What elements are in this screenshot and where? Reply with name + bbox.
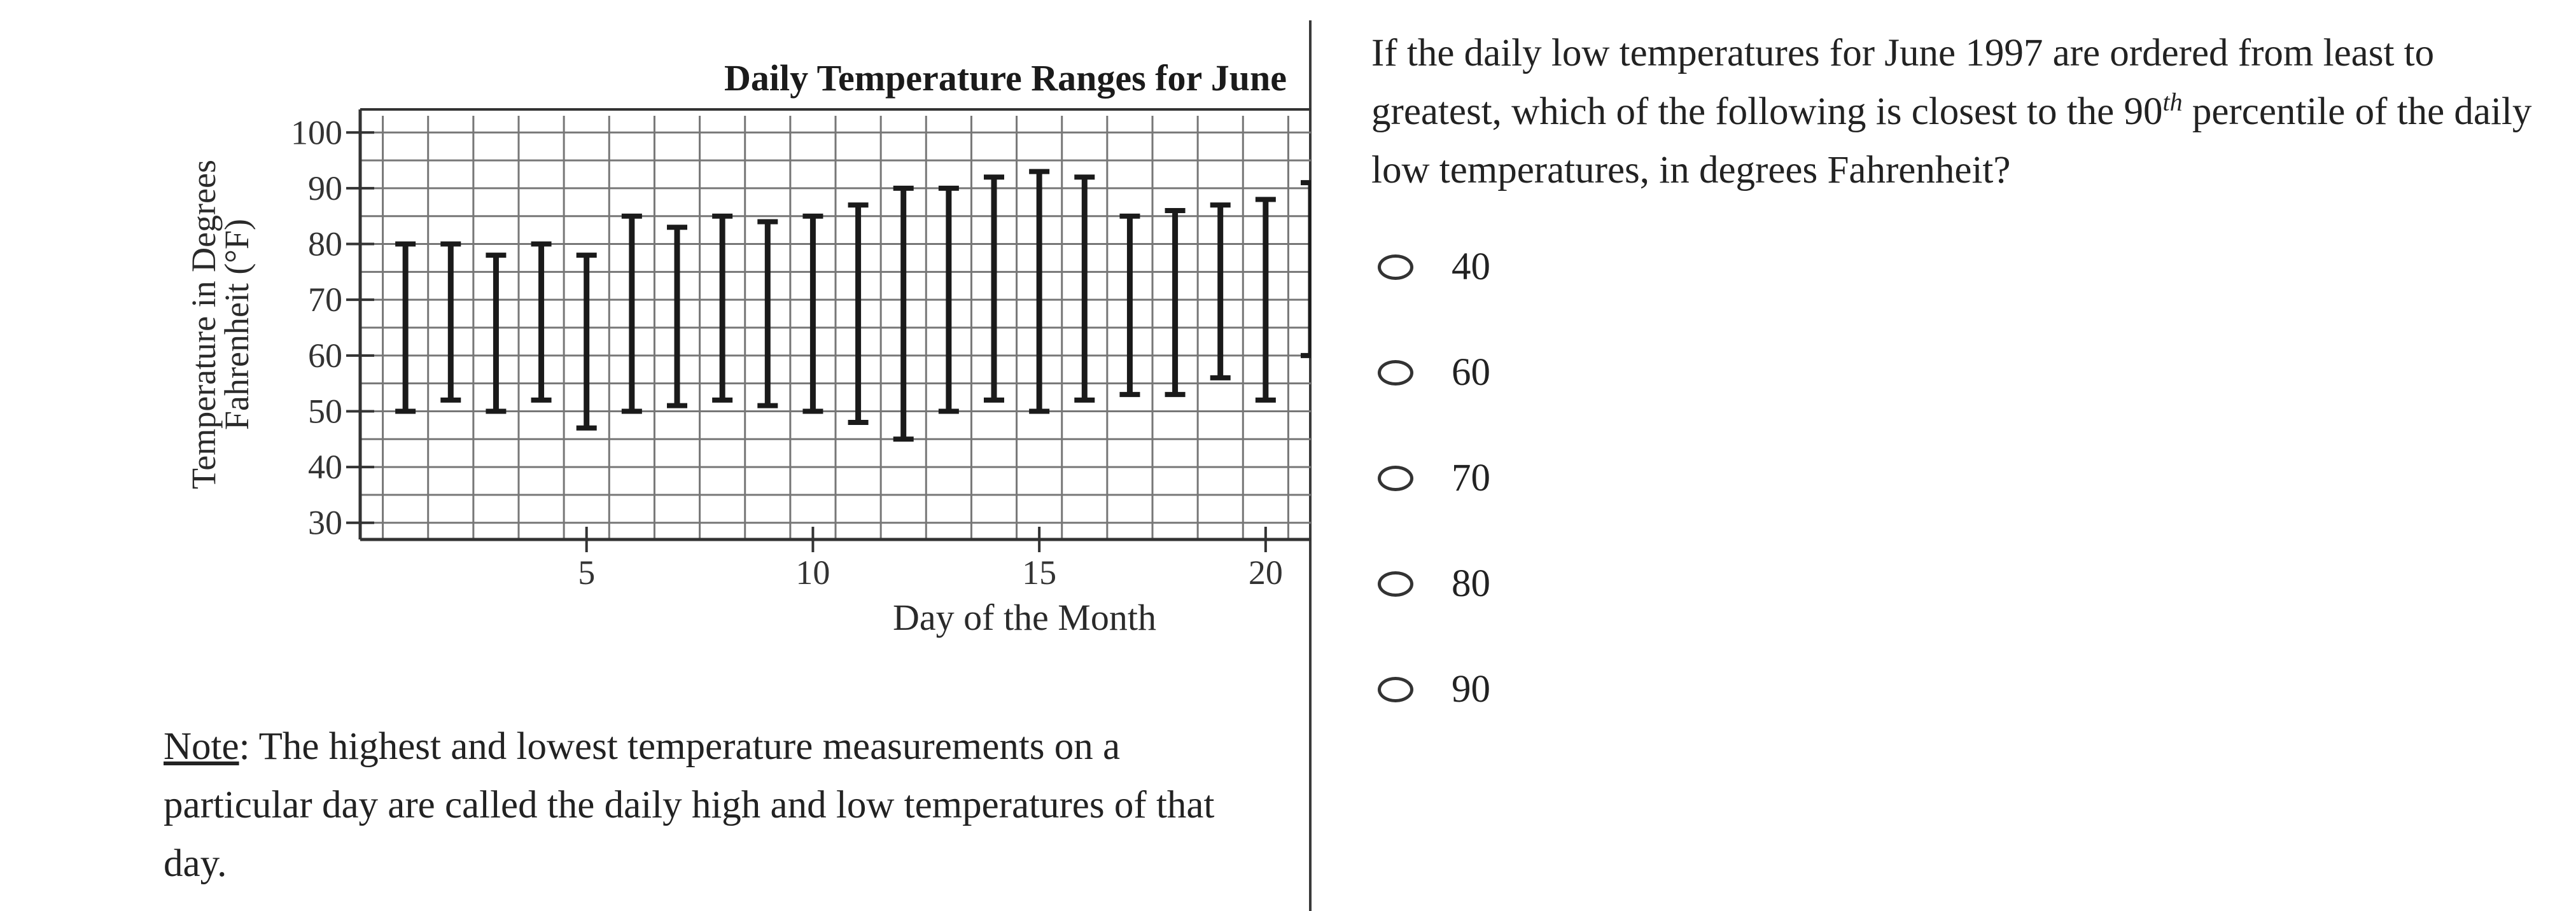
- choice-option-1[interactable]: [1371, 242, 1626, 293]
- choice-option-3[interactable]: [1371, 453, 1626, 504]
- radio-circle-icon[interactable]: [1378, 254, 1413, 280]
- radio-circle-icon[interactable]: [1378, 677, 1413, 702]
- question-superscript: th: [2162, 87, 2183, 116]
- note-paragraph: [164, 718, 1271, 893]
- radio-circle-icon[interactable]: [1378, 360, 1413, 386]
- y-tick-label: 70: [308, 281, 342, 319]
- y-tick-label: 40: [308, 448, 342, 487]
- question-text: [1371, 24, 2536, 200]
- choice-label: 40: [1452, 246, 1490, 288]
- choice-label: 60: [1452, 351, 1490, 394]
- x-tick-label: 15: [1022, 553, 1057, 592]
- chart-title: Daily Temperature Ranges for June: [724, 57, 1287, 99]
- temperature-range-chart: [178, 57, 1311, 668]
- radio-circle-icon[interactable]: [1378, 466, 1413, 491]
- note-label: Note: [164, 725, 239, 768]
- choice-label: 90: [1452, 668, 1490, 711]
- y-tick-label: 30: [308, 503, 342, 542]
- x-axis-label: Day of the Month: [893, 597, 1156, 638]
- question-text-after: percentile of the daily low temperatures, in degrees Fahrenheit?: [1371, 90, 2532, 191]
- y-tick-label: 60: [308, 336, 342, 375]
- x-tick-label: 20: [1248, 553, 1283, 592]
- question-text-before: If the daily low temperatures for June 1997 are ordered from least to greatest, which of the following is closest to the 90: [1371, 32, 2435, 133]
- x-tick-label: 10: [795, 553, 830, 592]
- y-axis-label-line2: Fahrenheit (°F): [218, 218, 256, 431]
- choice-option-5[interactable]: [1371, 664, 1626, 715]
- choice-option-2[interactable]: [1371, 347, 1626, 398]
- y-tick-label: 100: [291, 113, 342, 152]
- y-tick-label: 90: [308, 169, 342, 207]
- radio-circle-icon[interactable]: [1378, 571, 1413, 597]
- y-tick-label: 50: [308, 392, 342, 431]
- choice-label: 80: [1452, 562, 1490, 605]
- y-axis-label-line1: Temperature in Degrees: [185, 160, 223, 489]
- choice-label: 70: [1452, 457, 1490, 499]
- choice-option-4[interactable]: [1371, 559, 1626, 609]
- x-tick-label: 5: [578, 553, 596, 592]
- y-tick-label: 80: [308, 225, 342, 263]
- note-text: : The highest and lowest temperature measurements on a particular day are called the daily high and low temperatures of that day.: [164, 725, 1215, 885]
